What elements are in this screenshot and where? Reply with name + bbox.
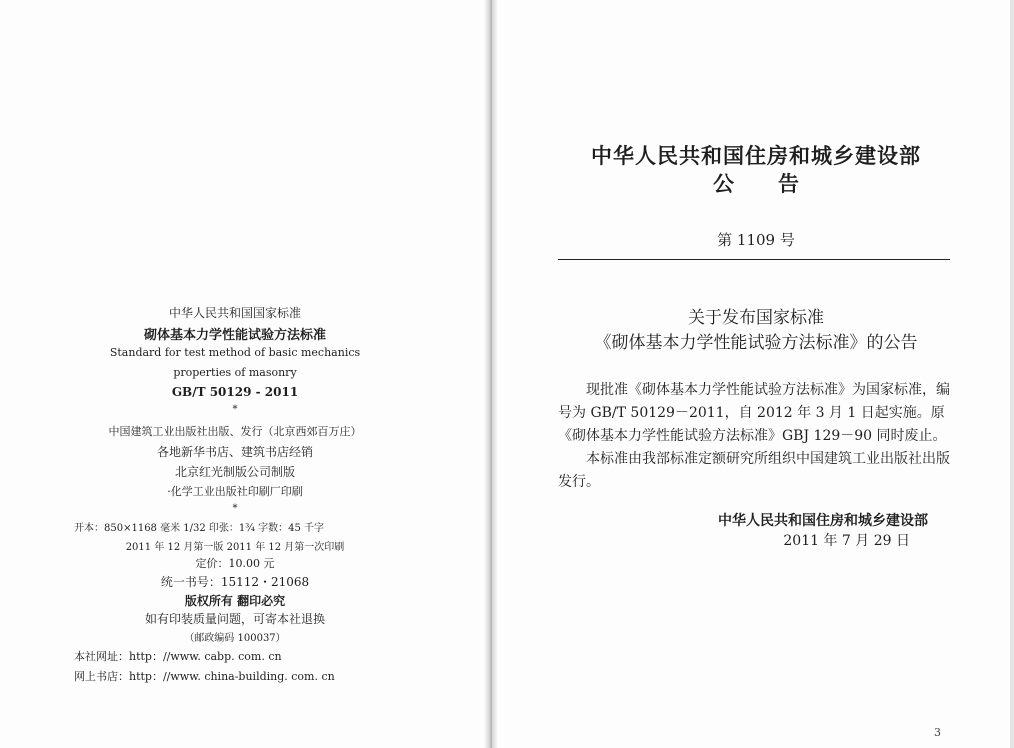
- separator-star: *: [232, 503, 238, 514]
- signing-date: 2011 年 7 月 29 日: [783, 533, 910, 549]
- divider-rule: [558, 259, 950, 260]
- standard-series: 中华人民共和国国家标准: [168, 306, 301, 320]
- heading-char: 告: [778, 171, 799, 196]
- announcement-subject-line1: 关于发布国家标准: [688, 308, 824, 328]
- rights-line: 版权所有 翻印必究: [184, 594, 286, 608]
- announcement-subject-line2: 《砌体基本力学性能试验方法标准》的公告: [594, 333, 918, 353]
- bookstore-line: 网上书店：http：//www. china-building. com. cn: [74, 670, 335, 683]
- announcement-page: [498, 0, 1014, 748]
- book-number-line: 统一书号：15112・21068: [160, 575, 310, 589]
- body-paragraph: 本标准由我部标准定额研究所组织中国建筑工业出版社出版发行。: [558, 451, 950, 490]
- heading-char: 公: [713, 171, 734, 196]
- standard-title-cn: 砌体基本力学性能试验方法标准: [143, 328, 326, 343]
- page-number: 3: [934, 726, 941, 739]
- signing-authority: 中华人民共和国住房和城乡建设部: [718, 513, 928, 529]
- quality-note-line: 如有印装质量问题，可寄本社退换: [144, 612, 325, 626]
- book-gutter: [484, 0, 498, 748]
- body-paragraph: 现批准《砌体基本力学性能试验方法标准》为国家标准，编号为 GB/T 50129－2011，自 2012 年 3 月 1 日起实施。原《砌体基本力学性能试验方法标准》GBJ 129－90 同时废止。: [558, 382, 950, 444]
- announcement-heading: [498, 168, 1014, 198]
- separator-star: *: [232, 404, 238, 415]
- standard-title-en-line2: properties of masonry: [173, 366, 297, 379]
- format-line: 开本：850×1168 毫米 1/32 印张：1¾ 字数：45 千字: [74, 523, 325, 534]
- standard-code: GB/T 50129 - 2011: [171, 385, 299, 399]
- announcement-number: 第 1109 号: [717, 231, 795, 249]
- standard-title-en-line1: Standard for test method of basic mechanics: [109, 346, 361, 359]
- postal-code-line: （邮政编码 100037）: [184, 633, 286, 644]
- publisher-line: 中国建筑工业出版社出版、发行（北京西郊百万庄）: [108, 425, 362, 438]
- printer-line: ·化学工业出版社印刷厂印刷: [167, 485, 303, 498]
- announcement-body: [558, 379, 950, 494]
- price-line: 定价：10.00 元: [195, 557, 275, 570]
- ministry-heading: 中华人民共和国住房和城乡建设部: [591, 143, 921, 168]
- website-line: 本社网址：http：//www. cabp. com. cn: [74, 650, 282, 663]
- typesetter-line: 北京红光制版公司制版: [174, 465, 295, 479]
- page-edge: [1010, 0, 1014, 748]
- distributor-line: 各地新华书店、建筑书店经销: [156, 445, 313, 459]
- colophon-page: [0, 0, 492, 748]
- edition-line: 2011 年 12 月第一版 2011 年 12 月第一次印刷: [125, 542, 345, 553]
